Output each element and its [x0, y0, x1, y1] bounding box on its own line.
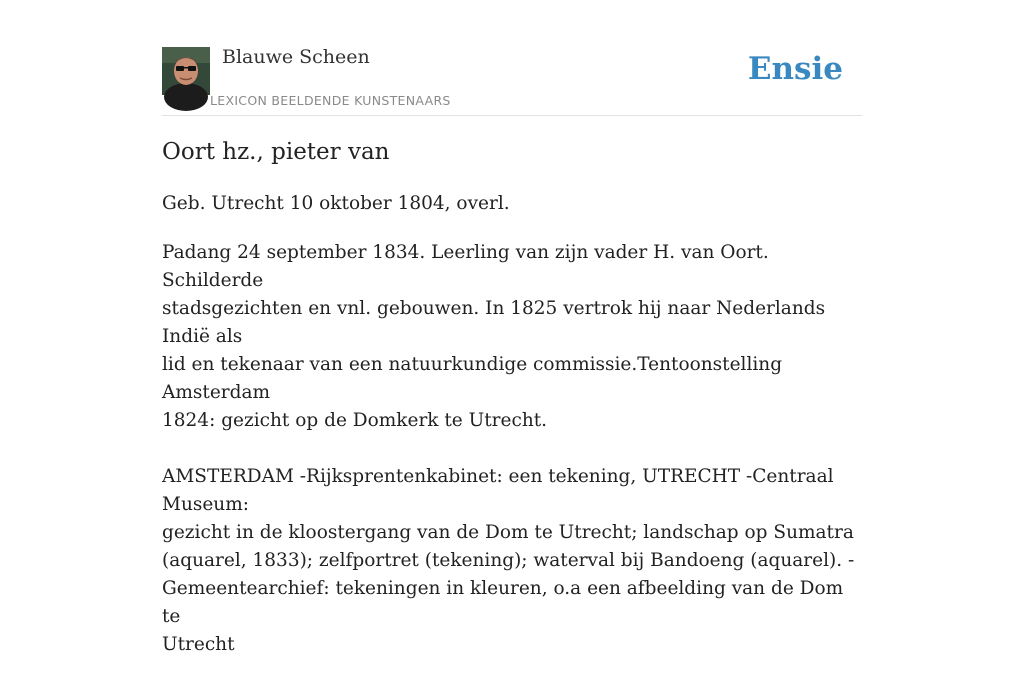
collection-label[interactable]: LEXICON BEELDENDE KUNSTENAARS [210, 93, 451, 108]
article-title: Oort hz., pieter van [162, 139, 390, 165]
article-paragraph: AMSTERDAM -Rijksprentenkabinet: een tekening, UTRECHT -Centraal Museum: gezicht in de kloostergang van de Dom te Utrecht; landschap op Sumatra (aquarel, 1833); zelfportret (tekening); waterval bij Bandoeng (aquarel). - Gemeentearchief: tekeningen in kleuren, o.a een afbeelding van de Dom te Utrecht [162, 466, 855, 655]
article-body [162, 239, 862, 687]
avatar-portrait-icon [162, 47, 210, 95]
author-avatar[interactable] [162, 47, 210, 95]
article-paragraph: Padang 24 september 1834. Leerling van zijn vader H. van Oort. Schilderde stadsgezichten en vnl. gebouwen. In 1825 vertrok hij naar Nederlands Indië als lid en tekenaar van een natuurkundige commissie.Tentoonstelling Amsterdam 1824: gezicht op de Domkerk te Utrecht. [162, 242, 826, 431]
article-intro: Geb. Utrecht 10 oktober 1804, overl. [162, 193, 510, 214]
author-name[interactable]: Blauwe Scheen [222, 46, 370, 68]
header [162, 45, 862, 116]
site-logo[interactable]: Ensie [747, 51, 843, 87]
